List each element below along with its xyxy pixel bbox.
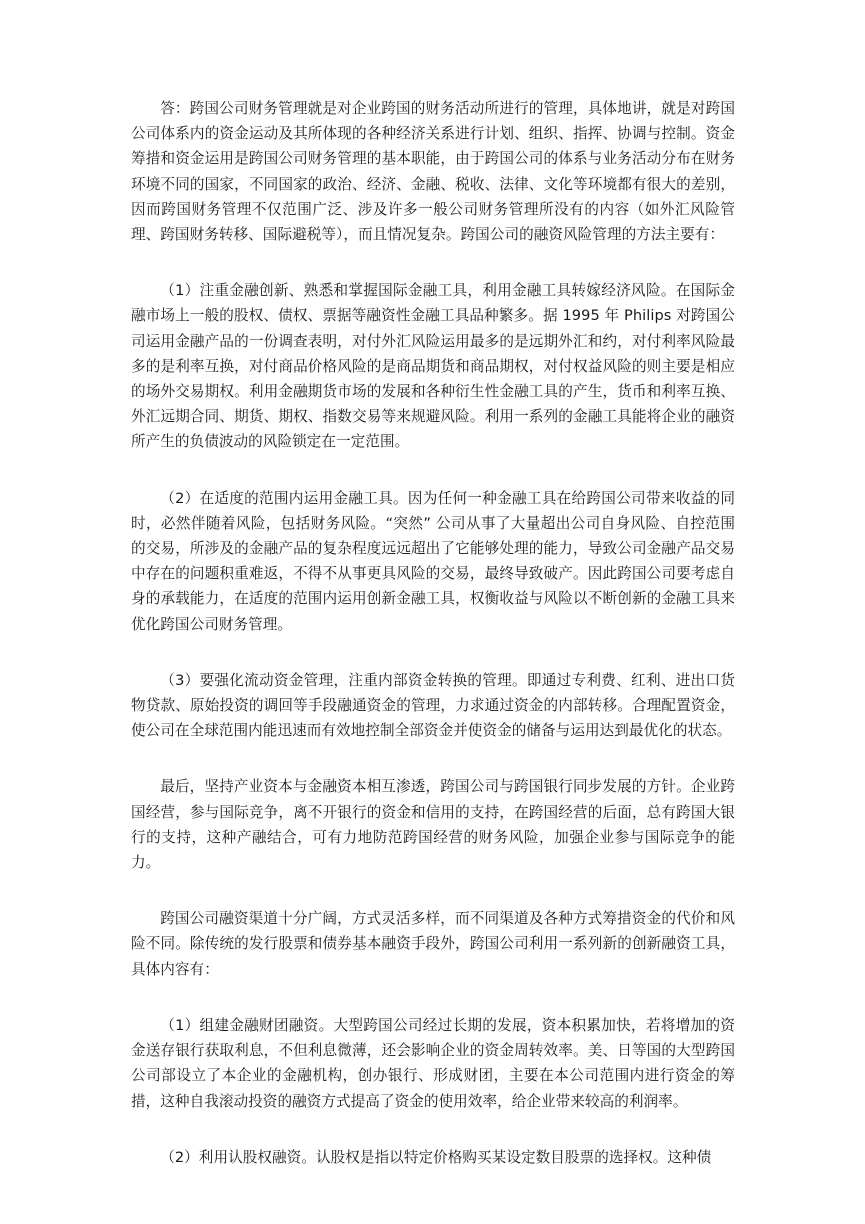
paragraph-financing-tool-2: （2）利用认股权融资。认股权是指以特定价格购买某设定数目股票的选择权。这种债	[160, 1148, 712, 1166]
document-body	[131, 96, 735, 1201]
paragraph-intro: 答：跨国公司财务管理就是对企业跨国的财务活动所进行的管理，具体地讲，就是对跨国公司体系内的资金运动及其所体现的各种经济关系进行计划、组织、指挥、协调与控制。资金筹措和资金运用是跨国公司财务管理的基本职能，由于跨国公司的体系与业务活动分布在财务环境不同的国家，不同国家的政治、经济、金融、税收、法律、文化等环境都有很大的差别，因而跨国财务管理不仅范围广泛、涉及许多一般公司财务管理所没有的内容（如外汇风险管理、跨国财务转移、国际避税等），而且情况复杂。跨国公司的融资风险管理的方法主要有：	[131, 100, 735, 244]
paragraph-risk-method-1: （1）注重金融创新、熟悉和掌握国际金融工具，利用金融工具转嫁经济风险。在国际金融市场上一般的股权、债权、票据等融资性金融工具品种繁多。据 1995 年 Philips 对跨国公司运用金融产品的一份调查表明，对付外汇风险运用最多的是远期外汇和约，对付利率风险最多的是利率互换，对付商品价格风险的是商品期货和商品期权，对付权益风险的则主要是相应的场外交易期权。利用金融期货市场的发展和各种衍生性金融工具的产生，货币和利率互换、外汇远期合同、期货、期权、指数交易等来规避风险。利用一系列的金融工具能将企业的融资所产生的负债波动的风险锁定在一定范围。	[131, 282, 735, 451]
paragraph-conclusion: 最后，坚持产业资本与金融资本相互渗透，跨国公司与跨国银行同步发展的方针。企业跨国经营，参与国际竞争，离不开银行的资金和信用的支持，在跨国经营的后面，总有跨国大银行的支持，这种产融结合，可有力地防范跨国经营的财务风险，加强企业参与国际竞争的能力。	[131, 778, 735, 872]
paragraph-financing-channels: 跨国公司融资渠道十分广阔，方式灵活多样，而不同渠道及各种方式筹措资金的代价和风险不同。除传统的发行股票和债券基本融资手段外，跨国公司利用一系列新的创新融资工具，具体内容有：	[131, 910, 735, 978]
paragraph-financing-tool-1: （1）组建金融财团融资。大型跨国公司经过长期的发展，资本积累加快，若将增加的资金送存银行获取利息，不但利息微薄，还会影响企业的资金周转效率。美、日等国的大型跨国公司部设立了本企业的金融机构，创办银行、形成财团，主要在本公司范围内进行资金的筹措，这种自我滚动投资的融资方式提高了资金的使用效率，给企业带来较高的利润率。	[131, 1016, 735, 1110]
paragraph-risk-method-3: （3）要强化流动资金管理，注重内部资金转换的管理。即通过专利费、红利、进出口货物贷款、原始投资的调回等手段融通资金的管理，力求通过资金的内部转移。合理配置资金，使公司在全球范围内能迅速而有效地控制全部资金并使资金的储备与运用达到最优化的状态。	[131, 671, 735, 740]
paragraph-risk-method-2: （2）在适度的范围内运用金融工具。因为任何一种金融工具在给跨国公司带来收益的同时，必然伴随着风险，包括财务风险。“突然” 公司从事了大量超出公司自身风险、自控范围的交易，所涉及的金融产品的复杂程度远远超出了它能够处理的能力，导致公司金融产品交易中存在的问题积重难返，不得不从事更具风险的交易，最终导致破产。因此跨国公司要考虑自身的承载能力，在适度的范围内运用创新金融工具，权衡收益与风险以不断创新的金融工具来优化跨国公司财务管理。	[131, 489, 735, 633]
